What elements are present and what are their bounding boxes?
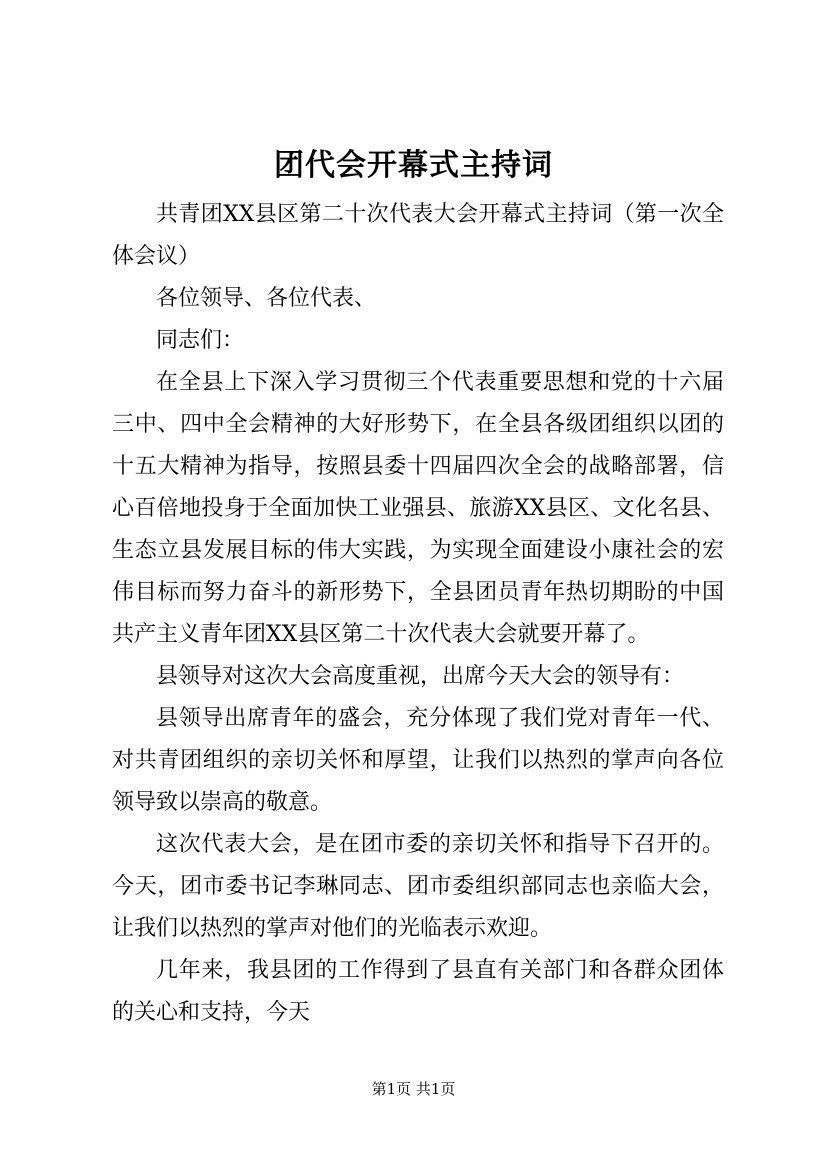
document-body	[112, 194, 724, 1034]
paragraph-subtitle: 共青团XX县区第二十次代表大会开幕式主持词（第一次全体会议）	[112, 202, 724, 269]
paragraph-city-committee: 这次代表大会，是在团市委的亲切关怀和指导下召开的。今天，团市委书记李琳同志、团市委组织部同志也亲临大会，让我们以热烈的掌声对他们的光临表示欢迎。	[112, 832, 724, 941]
paragraph-salutation-leaders: 各位领导、各位代表、	[156, 286, 377, 311]
paragraph-support: 几年来，我县团的工作得到了县直有关部门和各群众团体的关心和支持，今天	[112, 958, 724, 1025]
paragraph-opening: 在全县上下深入学习贯彻三个代表重要思想和党的十六届三中、四中全会精神的大好形势下，在全县各级团组织以团的十五大精神为指导，按照县委十四届四次全会的战略部署，信心百倍地投身于全面加快工业强县、旅游XX县区、文化名县、生态立县发展目标的伟大实践，为实现全面建设小康社会的宏伟目标而努力奋斗的新形势下，全县团员青年热切期盼的中国共产主义青年团XX县区第二十次代表大会就要开幕了。	[112, 370, 724, 647]
paragraph-leaders-attending: 县领导对这次大会高度重视，出席今天大会的领导有：	[156, 664, 685, 689]
document-title: 团代会开幕式主持词	[274, 148, 553, 183]
page-number: 第1页 共1页	[371, 1080, 456, 1098]
page-footer	[0, 1078, 827, 1100]
paragraph-salutation-comrades: 同志们：	[156, 328, 245, 353]
paragraph-leaders-respect: 县领导出席青年的盛会，充分体现了我们党对青年一代、对共青团组织的亲切关怀和厚望，让我们以热烈的掌声向各位领导致以崇高的敬意。	[112, 706, 724, 815]
